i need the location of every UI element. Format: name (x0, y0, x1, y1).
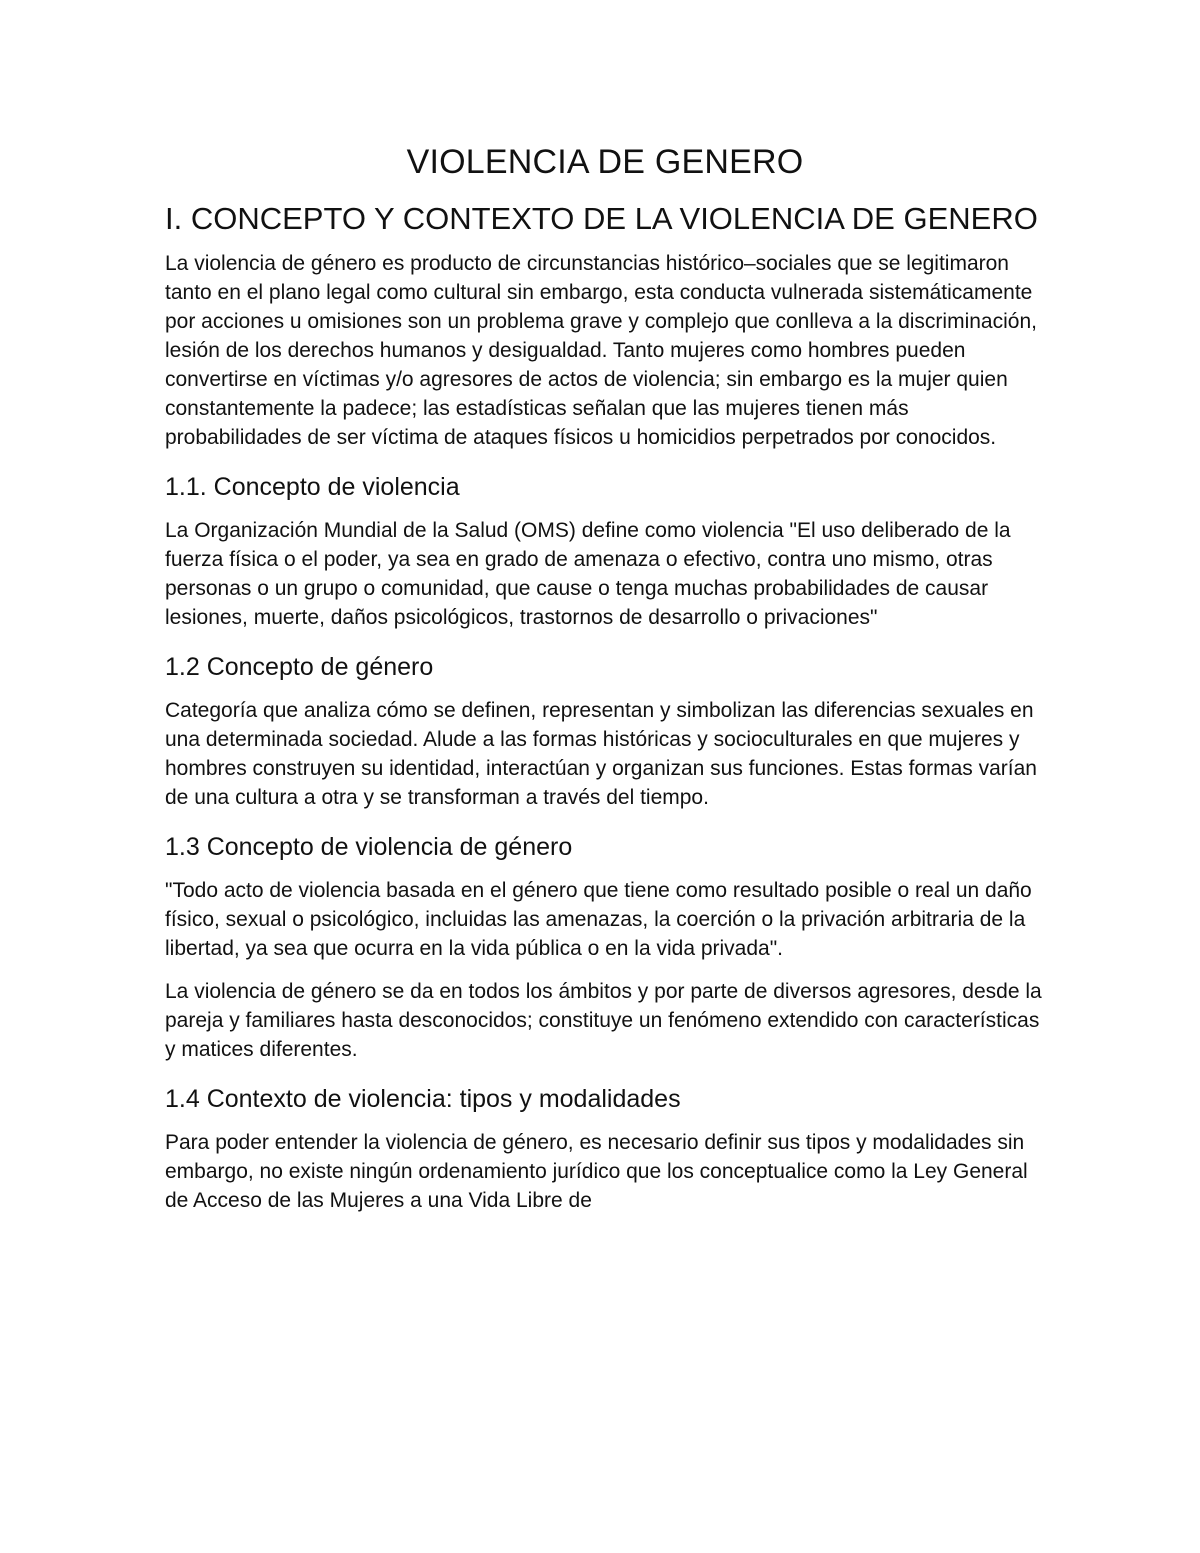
document-title: VIOLENCIA DE GENERO (406, 143, 804, 181)
document-body (165, 140, 1045, 1215)
paragraph-violencia-genero-quote: "Todo acto de violencia basada en el género que tiene como resultado posible o real un daño físico, sexual o psicológico, incluidas las amenazas, la coerción o la privación arbitraria de la libertad, ya sea que ocurra en la vida pública o en la vida privada". (165, 879, 1032, 960)
paragraph-tipos-modalidades: Para poder entender la violencia de género, es necesario definir sus tipos y modalidades sin embargo, no existe ningún ordenamiento jurídico que los conceptualice como la Ley General de Acceso de las Mujeres a una Vida Libre de (165, 1131, 1028, 1212)
section-heading: I. CONCEPTO Y CONTEXTO DE LA VIOLENCIA DE GENERO (165, 201, 1038, 236)
subsection-heading-tipos-modalidades: 1.4 Contexto de violencia: tipos y modalidades (165, 1085, 681, 1113)
paragraph-genero-definition: Categoría que analiza cómo se definen, representan y simbolizan las diferencias sexuales en una determinada sociedad. Alude a las formas históricas y socioculturales en que mujeres y hombres construyen su identidad, interactúan y organizan sus funciones. Estas formas varían de una cultura a otra y se transforman a través del tiempo. (165, 699, 1037, 809)
subsection-heading-genero: 1.2 Concepto de género (165, 653, 434, 681)
intro-paragraph: La violencia de género es producto de circunstancias histórico–sociales que se legitimaron tanto en el plano legal como cultural sin embargo, esta conducta vulnerada sistemáticamente por acciones u omisiones son un problema grave y complejo que conlleva a la discriminación, lesión de los derechos humanos y desigualdad. Tanto mujeres como hombres pueden convertirse en víctimas y/o agresores de actos de violencia; sin embargo es la mujer quien constantemente la padece; las estadísticas señalan que las mujeres tienen más probabilidades de ser víctima de ataques físicos u homicidios perpetrados por conocidos. (165, 252, 1037, 449)
paragraph-oms-definition: La Organización Mundial de la Salud (OMS) define como violencia "El uso deliberado de la fuerza física o el poder, ya sea en grado de amenaza o efectivo, contra uno mismo, otras personas o un grupo o comunidad, que cause o tenga muchas probabilidades de causar lesiones, muerte, daños psicológicos, trastornos de desarrollo o privaciones" (165, 519, 1011, 629)
subsection-heading-violencia: 1.1. Concepto de violencia (165, 473, 460, 501)
subsection-heading-violencia-genero: 1.3 Concepto de violencia de género (165, 833, 573, 861)
paragraph-violencia-genero-ambitos: La violencia de género se da en todos los ámbitos y por parte de diversos agresores, desde la pareja y familiares hasta desconocidos; constituye un fenómeno extendido con características y matices diferentes. (165, 980, 1042, 1061)
